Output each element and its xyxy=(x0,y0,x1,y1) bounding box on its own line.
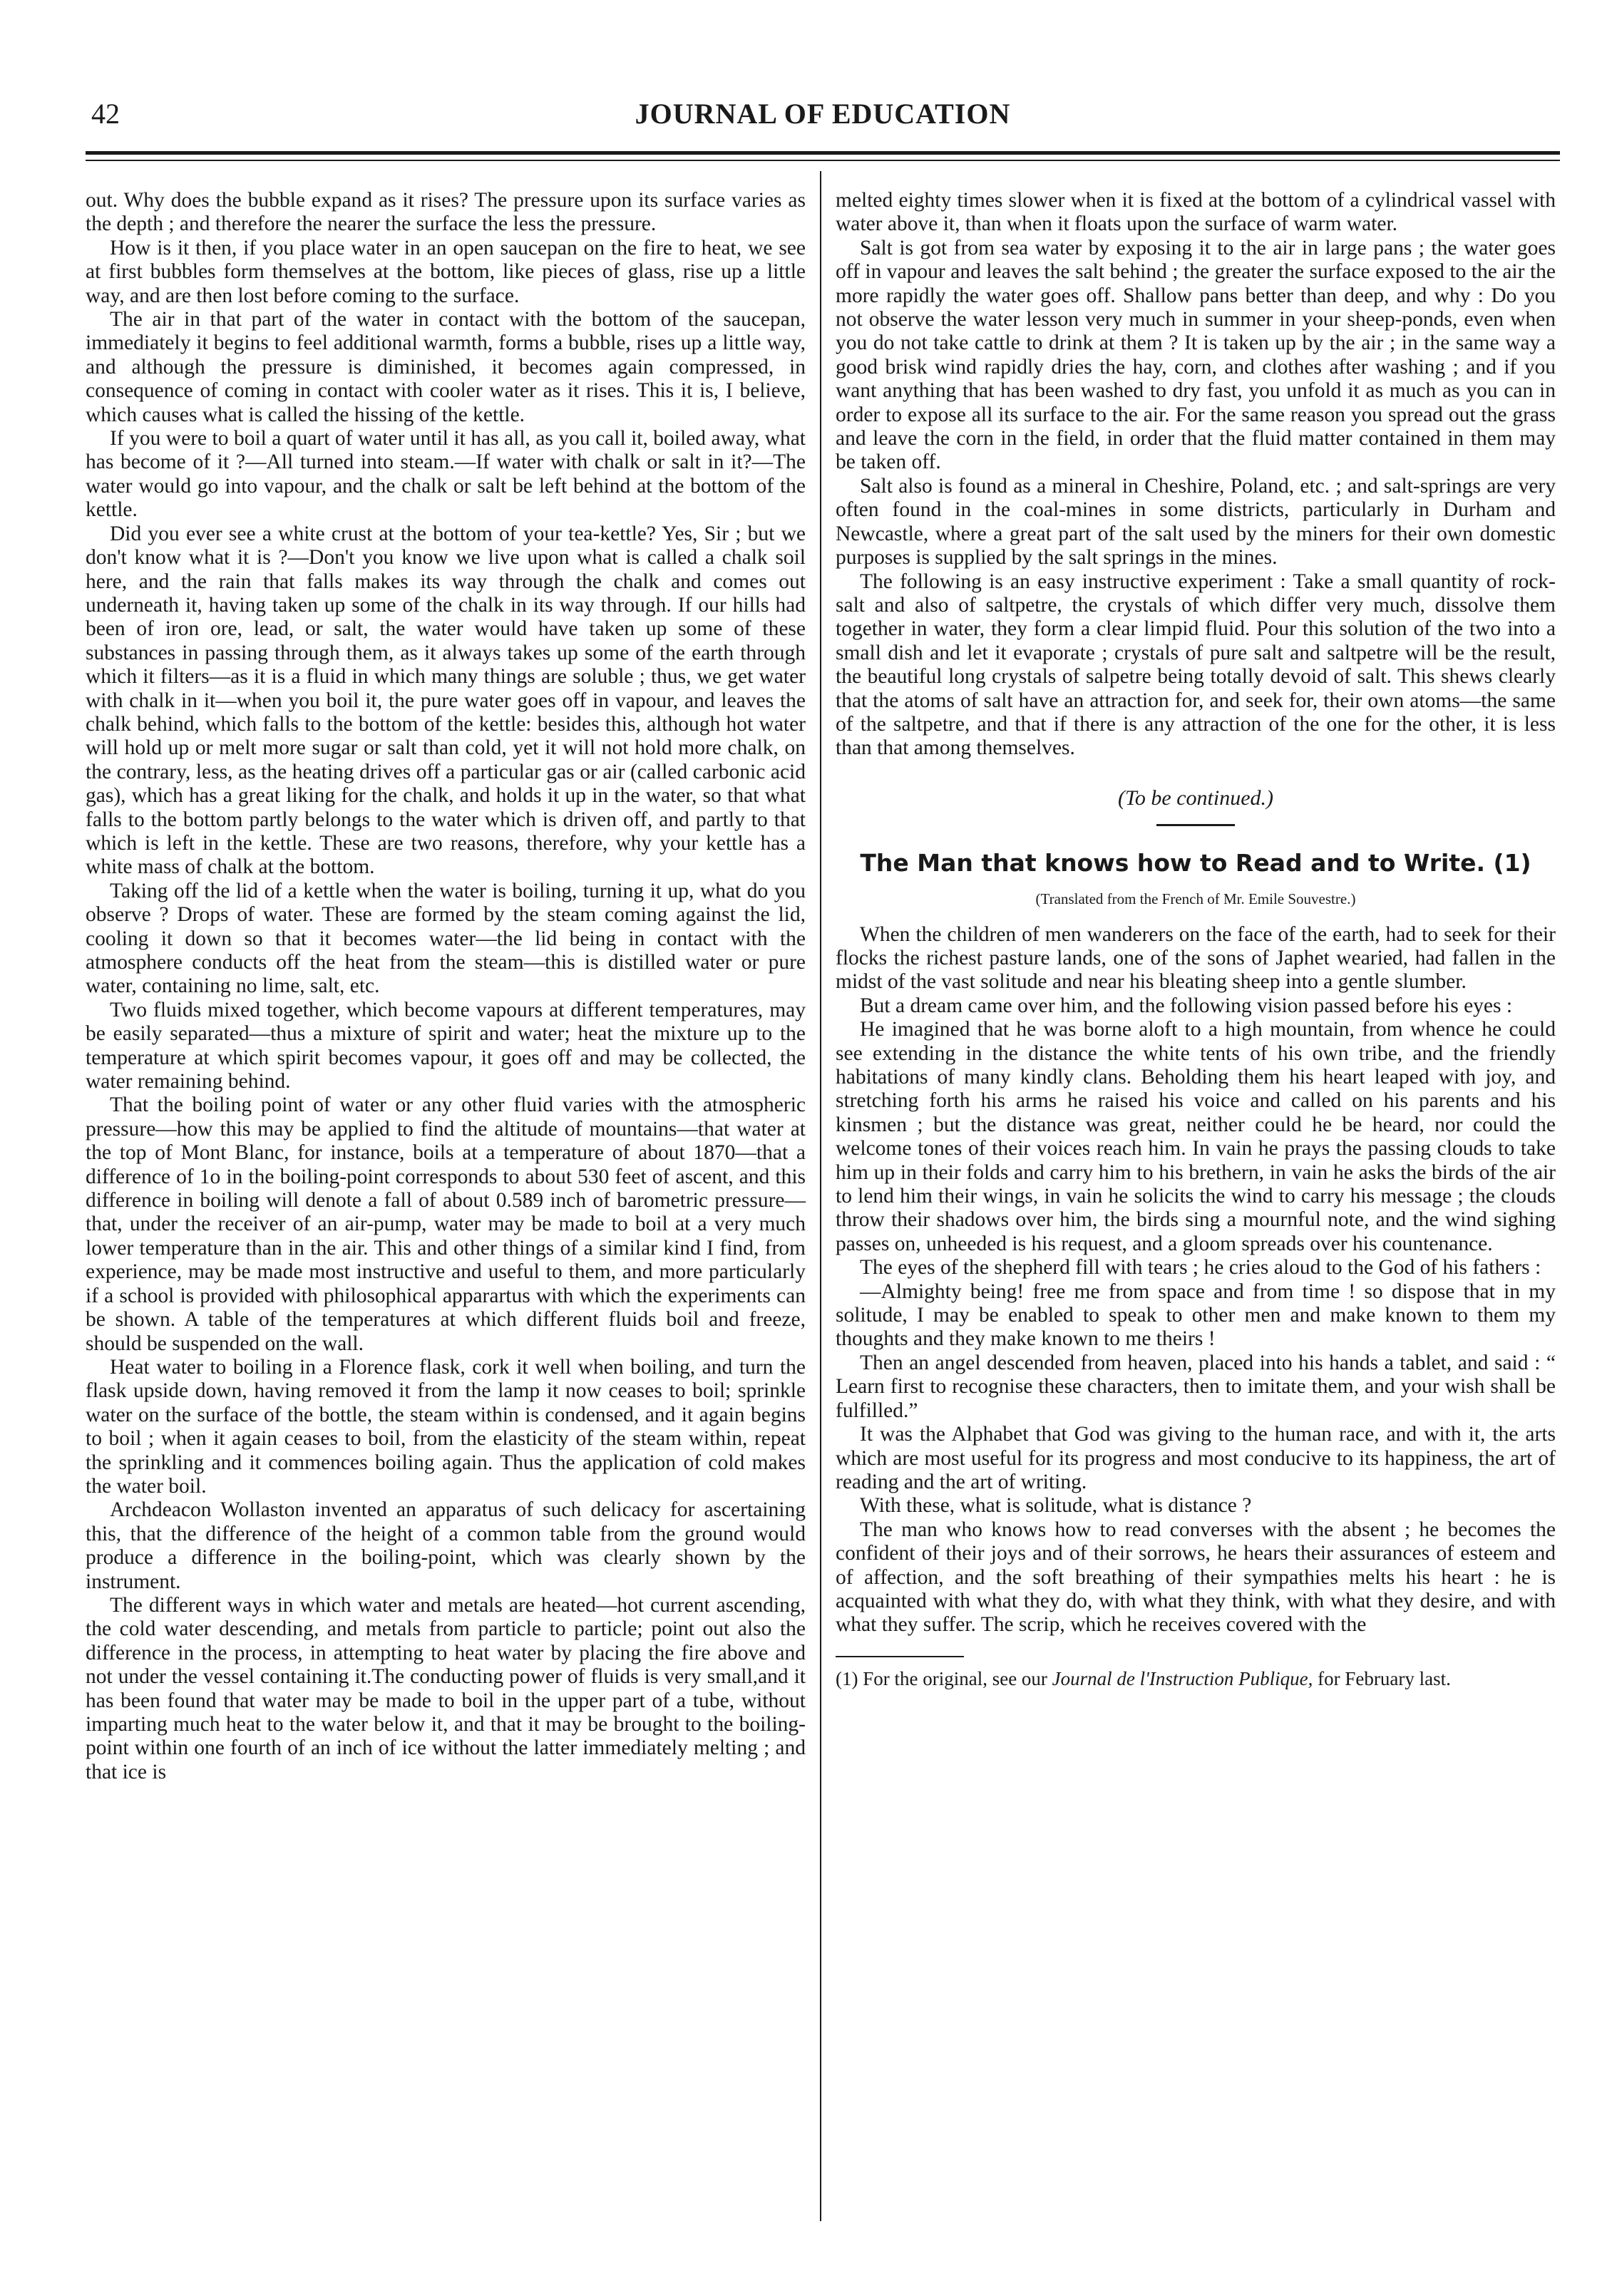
article-paragraph: —Almighty being! free me from space and from time ! so dispose that in my solitude, I may be enabled to speak to other men and make known to them my thoughts and they make known to me theirs ! xyxy=(836,1280,1556,1351)
article-paragraph: Then an angel descended from heaven, placed into his hands a tablet, and said : “ Learn first to recognise these characters, then to imitate them, and your wish shall be fulfilled.” xyxy=(836,1351,1556,1422)
left-paragraph: Heat water to boiling in a Florence flask, cork it well when boiling, and turn the flask upside down, having removed it from the lamp it now ceases to boil; sprinkle water on the surface of the bottle, the steam within is condensed, and it again begins to boil ; when it again ceases to boil, from the elasticity of the steam within, repeat the sprinkling and it commences boiling again. Thus the application of cold makes the water boil. xyxy=(86,1355,806,1498)
journal-title: JOURNAL OF EDUCATION xyxy=(635,98,1011,130)
header-rule-thick xyxy=(86,151,1560,155)
column-divider xyxy=(820,171,821,2221)
left-paragraph: If you were to boil a quart of water until it has all, as you call it, boiled away, what has become of it ?—All turned into steam.—If water with chalk or salt in it?—The water would go into vapour, and the chalk or salt be left behind at the bottom of the kettle. xyxy=(86,427,806,522)
right-paragraph: Salt is got from sea water by exposing it to the air in large pans ; the water goes off in vapour and leaves the salt behind ; the greater the surface exposed to the air the more rapidly the water goes off. Shallow pans better than deep, and why : Do you not observe the water lesson very much in summer in your sheep-ponds, even when you do not take cattle to drink at them ? It is taken up by the air ; in the same way a good brisk wind rapidly dries the hay, corn, and clothes after washing ; and if you want anything that has been washed to dry fast, you unfold it as much as you can in order to expose all its surface to the air. For the same reason you spread out the grass and leave the corn in the field, in order that the fluid matter contained in them may be taken off. xyxy=(836,236,1556,474)
left-paragraph: How is it then, if you place water in an open saucepan on the fire to heat, we see at first bubbles form themselves at the bottom, like pieces of glass, rise up a little way, and are then lost before coming to the surface. xyxy=(86,236,806,307)
page-header xyxy=(86,97,1560,140)
right-paragraph: Salt also is found as a mineral in Cheshire, Poland, etc. ; and salt-springs are very often found in the coal-mines in some districts, particularly in Durham and Newcastle, where a great part of the salt used by the miners for their own domestic purposes is supplied by the salt springs in the mines. xyxy=(836,474,1556,570)
right-paragraph: melted eighty times slower when it is fixed at the bottom of a cylindrical vassel with water above it, than when it floats upon the surface of warm water. xyxy=(836,189,1556,236)
footnote xyxy=(836,1667,1556,1690)
section-separator xyxy=(1156,824,1235,826)
left-paragraph: That the boiling point of water or any other fluid varies with the atmospheric pressure—how this may be applied to find the altitude of mountains—that water at the top of Mont Blanc, for instance, boils at a temperature of about 1870—that a difference of 1o in the boiling-point corresponds to about 530 feet of ascent, and this difference in boiling will denote a fall of about 0.589 inch of barometric pressure—that, under the receiver of an air-pump, water may be made to boil at a very much lower temperature than in the air. This and other things of a similar kind I find, from experience, may be made most instructive and useful to them, and more particularly if a school is provided with philosophical apparartus with which the experiments can be shown. A table of the temperatures at which different fluids boil and freeze, should be suspended on the wall. xyxy=(86,1093,806,1355)
article-paragraph: The man who knows how to read converses with the absent ; he becomes the confident of their joys and of their sorrows, he hears their assurances of esteem and of affection, and the soft breathing of their sympathies melts his heart : he is acquainted with what they do, with what they think, with what they desire, and with what they suffer. The scrip, which he receives covered with the xyxy=(836,1518,1556,1637)
right-column xyxy=(836,189,1556,1690)
left-paragraph: Two fluids mixed together, which become vapours at different temperatures, may be easily separated—thus a mixture of spirit and water; heat the mixture up to the temperature at which spirit becomes vapour, it goes off and may be collected, the water remaining behind. xyxy=(86,998,806,1093)
header-rule-thin xyxy=(86,160,1560,161)
left-paragraph: Taking off the lid of a kettle when the water is boiling, turning it up, what do you observe ? Drops of water. These are formed by the steam coming against the lid, cooling it down so that it becomes water—the lid being in contact with the atmosphere conducts off the heat from the steam—this is distilled water or pure water, containing no lime, salt, etc. xyxy=(86,879,806,998)
left-paragraph: out. Why does the bubble expand as it rises? The pressure upon its surface varies as the depth ; and therefore the nearer the surface the less the pressure. xyxy=(86,189,806,236)
to-be-continued-note: (To be continued.) xyxy=(1117,786,1274,810)
footnote-prefix: (1) For the original, see our xyxy=(836,1667,1052,1689)
article-paragraph: With these, what is solitude, what is distance ? xyxy=(860,1494,1252,1518)
left-paragraph: Archdeacon Wollaston invented an apparatus of such delicacy for ascertaining this, that the difference of the height of a common table from the ground would produce a difference in the boiling-point, which was clearly shown by the instrument. xyxy=(86,1498,806,1593)
article-byline: (Translated from the French of Mr. Emile Souvestre.) xyxy=(1035,890,1356,908)
footnote-journal-title: Journal de l'Instruction Publique, xyxy=(1052,1667,1313,1689)
page-number: 42 xyxy=(91,98,120,130)
footnote-suffix: for February last. xyxy=(1313,1667,1451,1689)
left-paragraph: Did you ever see a white crust at the bottom of your tea-kettle? Yes, Sir ; but we don't know what it is ?—Don't you know we live upon what is called a chalk soil here, and the rain that falls makes its way through the chalk and comes out underneath it, having taken up some of the chalk in its way through. If our hills had been of iron ore, lead, or salt, the water would have taken up some of these substances in passing through them, as it always takes up some of the earth through which it filters—as it is a fluid in which many things are soluble ; thus, we get water with chalk in it—when you boil it, the pure water goes off in vapour, and leaves the chalk behind, which falls to the bottom of the kettle: besides this, although hot water will hold up or melt more sugar or salt than cold, yet it will not hold more chalk, on the contrary, less, as the heating drives off a particular gas or air (called carbonic acid gas), which has a great liking for the chalk, and holds it up in the water, so that what falls to the bottom partly belongs to the water which is driven off, and partly to that which is left in the kettle. These are two reasons, therefore, why your kettle has a white mass of chalk at the bottom. xyxy=(86,522,806,879)
footnote-rule xyxy=(836,1656,964,1657)
left-column xyxy=(86,189,806,1784)
left-paragraph: The air in that part of the water in contact with the bottom of the saucepan, immediately it begins to feel additional warmth, forms a bubble, rises up a little way, and although the pressure is diminished, it becomes again compressed, in consequence of coming in contact with cooler water as it rises. This it is, I believe, which causes what is called the hissing of the kettle. xyxy=(86,308,806,426)
right-paragraph: The following is an easy instructive experiment : Take a small quantity of rock-salt and also of saltpetre, the crystals of which differ very much, dissolve them together in water, they form a clear limpid fluid. Pour this solution of the two into a small dish and let it evaporate ; crystals of pure salt and saltpetre will be the result, the beautiful long crystals of salpetre being totally devoid of salt. This shews clearly that the atoms of salt have an attraction for, and seek for, their own atoms—the same of the saltpetre, and that if there is any attraction of the one for the other, it is less than that among themselves. xyxy=(836,570,1556,760)
article-paragraph: He imagined that he was borne aloft to a high mountain, from whence he could see extending in the distance the white tents of his own tribe, and the friendly habitations of many kindly clans. Beholding them his heart leaped with joy, and stretching forth his arms he raised his voice and called on his parents and his kinsmen ; but the distance was great, neither could he be heard, nor could the welcome tones of their voices reach him. In vain he prays the passing clouds to take him up in their folds and carry him to his brethern, in vain he asks the birds of the air to lend him their wings, in vain he solicits the wind to carry his message ; the clouds throw their shadows over him, the birds sing a mournful note, and the wind sighing passes on, unheeded is his request, and a gloom spreads over his countenance. xyxy=(836,1018,1556,1255)
article-paragraph: But a dream came over him, and the following vision passed before his eyes : xyxy=(860,994,1513,1017)
article-paragraph: It was the Alphabet that God was giving to the human race, and with it, the arts which are most useful for its progress and most conducive to its happiness, the art of reading and the art of writing. xyxy=(836,1423,1556,1493)
article-paragraph: When the children of men wanderers on the face of the earth, had to seek for their flocks the richest pasture lands, one of the sons of Japhet wearied, had fallen in the midst of the vast solitude and near his bleating sheep into a gentle slumber. xyxy=(836,922,1556,994)
article-paragraph: The eyes of the shepherd fill with tears ; he cries aloud to the God of his fathers : xyxy=(860,1256,1541,1280)
left-paragraph: The different ways in which water and metals are heated—hot current ascending, the cold water descending, and metals from particle to particle; point out also the difference in the process, in attempting to heat water by placing the fire above and not under the vessel containing it.The conducting power of fluids is very small,and it has been found that water may be made to boil in the upper part of a tube, without imparting much heat to the water below it, and that it may be brought to the boiling-point within one fourth of an inch of ice without the latter immediately melting ; and that ice is xyxy=(86,1593,806,1783)
article-title: The Man that knows how to Read and to Write. (1) xyxy=(860,849,1531,877)
